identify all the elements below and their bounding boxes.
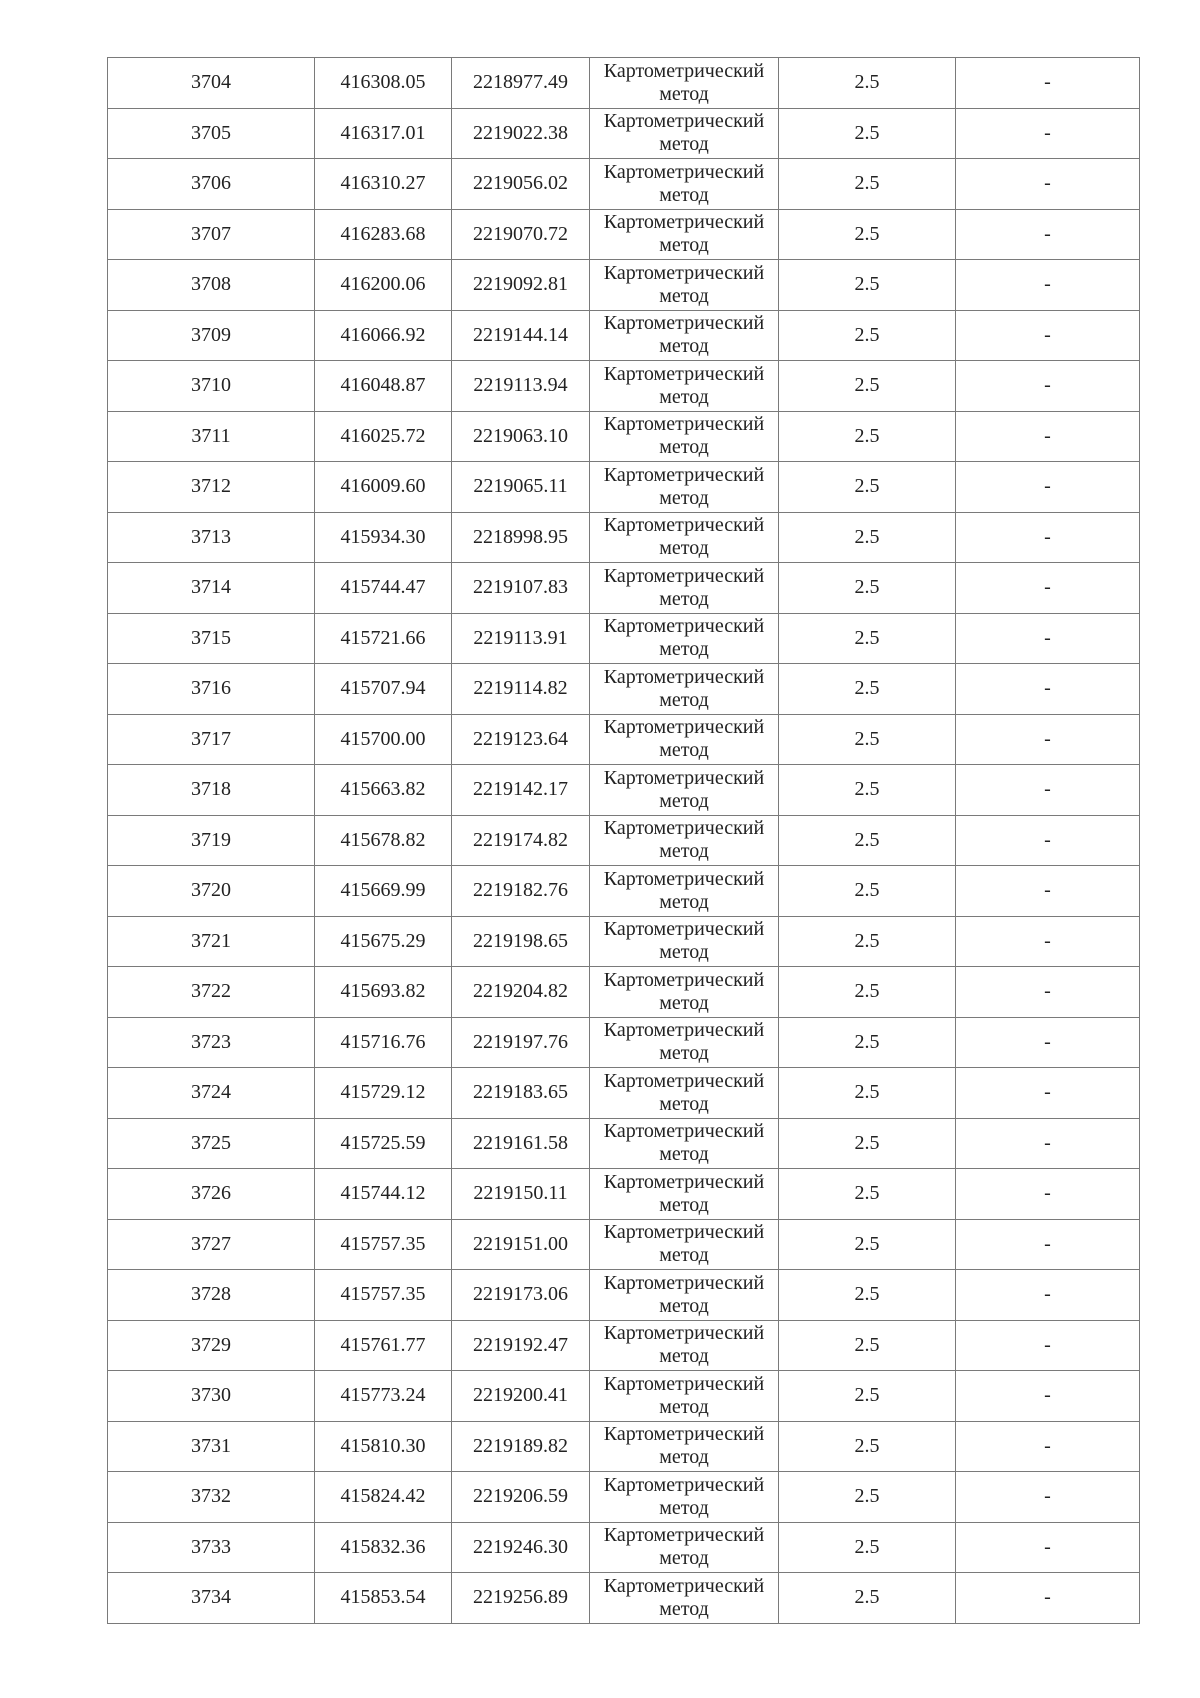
cell-method: [590, 1118, 779, 1169]
cell-accuracy: 2.5: [779, 815, 956, 866]
cell-x-coordinate: 415810.30: [315, 1421, 452, 1472]
cell-point-number: 3732: [108, 1472, 315, 1523]
cell-note: -: [956, 1017, 1140, 1068]
cell-x-coordinate: 415700.00: [315, 714, 452, 765]
table-row: [108, 411, 1140, 462]
cell-y-coordinate: 2219144.14: [452, 310, 590, 361]
method-line-2: метод: [659, 133, 709, 156]
cell-method: [590, 260, 779, 311]
method-line-2: метод: [659, 1193, 709, 1216]
cell-accuracy: 2.5: [779, 108, 956, 159]
cell-method: [590, 361, 779, 412]
cell-point-number: 3715: [108, 613, 315, 664]
cell-method: [590, 563, 779, 614]
cell-x-coordinate: 415693.82: [315, 967, 452, 1018]
cell-method: [590, 1068, 779, 1119]
cell-note: -: [956, 159, 1140, 210]
method-line-1: Картометрический: [603, 1574, 765, 1597]
cell-y-coordinate: 2219246.30: [452, 1522, 590, 1573]
cell-point-number: 3714: [108, 563, 315, 614]
method-line-2: метод: [659, 941, 709, 964]
cell-method: [590, 1270, 779, 1321]
cell-y-coordinate: 2219022.38: [452, 108, 590, 159]
method-line-1: Картометрический: [603, 211, 765, 234]
cell-method: [590, 1421, 779, 1472]
cell-method: [590, 512, 779, 563]
cell-accuracy: 2.5: [779, 310, 956, 361]
method-line-2: метод: [659, 739, 709, 762]
cell-note: -: [956, 108, 1140, 159]
cell-accuracy: 2.5: [779, 1522, 956, 1573]
cell-note: -: [956, 260, 1140, 311]
method-line-2: метод: [659, 436, 709, 459]
cell-note: -: [956, 209, 1140, 260]
cell-accuracy: 2.5: [779, 1371, 956, 1422]
table-row: [108, 512, 1140, 563]
cell-note: -: [956, 765, 1140, 816]
cell-x-coordinate: 416308.05: [315, 58, 452, 109]
method-line-1: Картометрический: [603, 867, 765, 890]
method-line-1: Картометрический: [603, 1372, 765, 1395]
table-row: [108, 1573, 1140, 1624]
method-line-1: Картометрический: [603, 918, 765, 941]
method-line-1: Картометрический: [603, 665, 765, 688]
cell-point-number: 3728: [108, 1270, 315, 1321]
cell-point-number: 3724: [108, 1068, 315, 1119]
cell-note: -: [956, 310, 1140, 361]
cell-x-coordinate: 415725.59: [315, 1118, 452, 1169]
method-line-2: метод: [659, 789, 709, 812]
cell-accuracy: 2.5: [779, 260, 956, 311]
cell-x-coordinate: 415744.12: [315, 1169, 452, 1220]
method-line-2: метод: [659, 1547, 709, 1570]
cell-method: [590, 58, 779, 109]
cell-method: [590, 1169, 779, 1220]
cell-x-coordinate: 416200.06: [315, 260, 452, 311]
cell-note: -: [956, 1068, 1140, 1119]
method-line-2: метод: [659, 1143, 709, 1166]
cell-point-number: 3729: [108, 1320, 315, 1371]
cell-x-coordinate: 416317.01: [315, 108, 452, 159]
table-row: [108, 1270, 1140, 1321]
table-row: [108, 1219, 1140, 1270]
cell-y-coordinate: 2218998.95: [452, 512, 590, 563]
cell-method: [590, 108, 779, 159]
cell-accuracy: 2.5: [779, 664, 956, 715]
method-line-1: Картометрический: [603, 160, 765, 183]
method-line-1: Картометрический: [603, 1322, 765, 1345]
method-line-1: Картометрический: [603, 463, 765, 486]
method-line-1: Картометрический: [603, 1019, 765, 1042]
cell-method: [590, 1371, 779, 1422]
method-line-2: метод: [659, 1496, 709, 1519]
method-line-1: Картометрический: [603, 362, 765, 385]
cell-accuracy: 2.5: [779, 1421, 956, 1472]
method-line-2: метод: [659, 1446, 709, 1469]
method-line-2: метод: [659, 284, 709, 307]
cell-y-coordinate: 2219182.76: [452, 866, 590, 917]
cell-y-coordinate: 2219113.91: [452, 613, 590, 664]
cell-method: [590, 916, 779, 967]
cell-accuracy: 2.5: [779, 411, 956, 462]
cell-point-number: 3709: [108, 310, 315, 361]
cell-note: -: [956, 1371, 1140, 1422]
cell-y-coordinate: 2219123.64: [452, 714, 590, 765]
cell-y-coordinate: 2219197.76: [452, 1017, 590, 1068]
method-line-2: метод: [659, 234, 709, 257]
cell-accuracy: 2.5: [779, 714, 956, 765]
cell-note: -: [956, 1320, 1140, 1371]
cell-note: -: [956, 1472, 1140, 1523]
cell-method: [590, 209, 779, 260]
table-row: [108, 1421, 1140, 1472]
table-row: [108, 765, 1140, 816]
cell-y-coordinate: 2219256.89: [452, 1573, 590, 1624]
cell-y-coordinate: 2219150.11: [452, 1169, 590, 1220]
table-row: [108, 1320, 1140, 1371]
method-line-2: метод: [659, 840, 709, 863]
cell-y-coordinate: 2219192.47: [452, 1320, 590, 1371]
cell-note: -: [956, 916, 1140, 967]
cell-point-number: 3725: [108, 1118, 315, 1169]
table-row: [108, 815, 1140, 866]
cell-method: [590, 1573, 779, 1624]
cell-point-number: 3722: [108, 967, 315, 1018]
cell-point-number: 3720: [108, 866, 315, 917]
cell-note: -: [956, 714, 1140, 765]
cell-method: [590, 310, 779, 361]
cell-y-coordinate: 2219198.65: [452, 916, 590, 967]
table-row: [108, 260, 1140, 311]
cell-y-coordinate: 2219114.82: [452, 664, 590, 715]
method-line-2: метод: [659, 1244, 709, 1267]
table-row: [108, 1371, 1140, 1422]
cell-method: [590, 1017, 779, 1068]
method-line-1: Картометрический: [603, 1221, 765, 1244]
method-line-1: Картометрический: [603, 1120, 765, 1143]
method-line-2: метод: [659, 385, 709, 408]
method-line-2: метод: [659, 991, 709, 1014]
cell-x-coordinate: 415716.76: [315, 1017, 452, 1068]
cell-method: [590, 1522, 779, 1573]
cell-point-number: 3726: [108, 1169, 315, 1220]
cell-y-coordinate: 2219200.41: [452, 1371, 590, 1422]
table-row: [108, 563, 1140, 614]
cell-x-coordinate: 416066.92: [315, 310, 452, 361]
cell-note: -: [956, 1169, 1140, 1220]
cell-accuracy: 2.5: [779, 58, 956, 109]
table-row: [108, 462, 1140, 513]
method-line-2: метод: [659, 1345, 709, 1368]
table-row: [108, 1169, 1140, 1220]
cell-point-number: 3734: [108, 1573, 315, 1624]
cell-note: -: [956, 664, 1140, 715]
cell-point-number: 3717: [108, 714, 315, 765]
cell-note: -: [956, 512, 1140, 563]
method-line-2: метод: [659, 486, 709, 509]
cell-point-number: 3710: [108, 361, 315, 412]
cell-x-coordinate: 416048.87: [315, 361, 452, 412]
cell-note: -: [956, 1270, 1140, 1321]
cell-accuracy: 2.5: [779, 916, 956, 967]
cell-note: -: [956, 462, 1140, 513]
cell-note: -: [956, 815, 1140, 866]
method-line-1: Картометрический: [603, 110, 765, 133]
cell-accuracy: 2.5: [779, 613, 956, 664]
cell-note: -: [956, 58, 1140, 109]
cell-accuracy: 2.5: [779, 1472, 956, 1523]
cell-note: -: [956, 1522, 1140, 1573]
cell-accuracy: 2.5: [779, 1320, 956, 1371]
cell-point-number: 3723: [108, 1017, 315, 1068]
table-row: [108, 916, 1140, 967]
cell-point-number: 3707: [108, 209, 315, 260]
table-row: [108, 1522, 1140, 1573]
cell-note: -: [956, 1421, 1140, 1472]
cell-point-number: 3727: [108, 1219, 315, 1270]
method-line-1: Картометрический: [603, 817, 765, 840]
cell-accuracy: 2.5: [779, 1573, 956, 1624]
cell-x-coordinate: 415744.47: [315, 563, 452, 614]
cell-method: [590, 664, 779, 715]
method-line-2: метод: [659, 688, 709, 711]
method-line-1: Картометрический: [603, 1524, 765, 1547]
cell-x-coordinate: 415757.35: [315, 1219, 452, 1270]
cell-point-number: 3716: [108, 664, 315, 715]
cell-accuracy: 2.5: [779, 866, 956, 917]
method-line-1: Картометрический: [603, 968, 765, 991]
coordinates-table: [107, 57, 1140, 1624]
cell-x-coordinate: 416025.72: [315, 411, 452, 462]
cell-x-coordinate: 415675.29: [315, 916, 452, 967]
method-line-1: Картометрический: [603, 1473, 765, 1496]
cell-y-coordinate: 2219204.82: [452, 967, 590, 1018]
method-line-1: Картометрический: [603, 312, 765, 335]
cell-note: -: [956, 866, 1140, 917]
method-line-1: Картометрический: [603, 1170, 765, 1193]
cell-x-coordinate: 415669.99: [315, 866, 452, 917]
method-line-2: метод: [659, 1092, 709, 1115]
cell-point-number: 3712: [108, 462, 315, 513]
cell-point-number: 3733: [108, 1522, 315, 1573]
cell-y-coordinate: 2219107.83: [452, 563, 590, 614]
cell-note: -: [956, 1118, 1140, 1169]
method-line-2: метод: [659, 537, 709, 560]
method-line-1: Картометрический: [603, 716, 765, 739]
cell-note: -: [956, 613, 1140, 664]
cell-method: [590, 1219, 779, 1270]
cell-note: -: [956, 967, 1140, 1018]
cell-y-coordinate: 2219142.17: [452, 765, 590, 816]
method-line-1: Картометрический: [603, 1271, 765, 1294]
cell-y-coordinate: 2219113.94: [452, 361, 590, 412]
table-row: [108, 1017, 1140, 1068]
cell-point-number: 3721: [108, 916, 315, 967]
cell-y-coordinate: 2219070.72: [452, 209, 590, 260]
cell-accuracy: 2.5: [779, 209, 956, 260]
table-row: [108, 967, 1140, 1018]
cell-accuracy: 2.5: [779, 361, 956, 412]
cell-method: [590, 765, 779, 816]
cell-accuracy: 2.5: [779, 967, 956, 1018]
table-row: [108, 159, 1140, 210]
cell-x-coordinate: 415707.94: [315, 664, 452, 715]
cell-x-coordinate: 416009.60: [315, 462, 452, 513]
method-line-1: Картометрический: [603, 1069, 765, 1092]
table-row: [108, 866, 1140, 917]
cell-x-coordinate: 416310.27: [315, 159, 452, 210]
cell-point-number: 3731: [108, 1421, 315, 1472]
method-line-2: метод: [659, 1395, 709, 1418]
method-line-2: метод: [659, 587, 709, 610]
cell-x-coordinate: 415934.30: [315, 512, 452, 563]
cell-method: [590, 815, 779, 866]
method-line-2: метод: [659, 82, 709, 105]
cell-note: -: [956, 1573, 1140, 1624]
table-row: [108, 664, 1140, 715]
table-row: [108, 310, 1140, 361]
table-row: [108, 1118, 1140, 1169]
cell-point-number: 3704: [108, 58, 315, 109]
coordinates-table-body: [108, 58, 1140, 1624]
method-line-1: Картометрический: [603, 261, 765, 284]
cell-y-coordinate: 2219056.02: [452, 159, 590, 210]
method-line-2: метод: [659, 1042, 709, 1065]
method-line-1: Картометрический: [603, 514, 765, 537]
cell-accuracy: 2.5: [779, 1017, 956, 1068]
cell-x-coordinate: 415773.24: [315, 1371, 452, 1422]
cell-method: [590, 1472, 779, 1523]
cell-accuracy: 2.5: [779, 1219, 956, 1270]
cell-method: [590, 159, 779, 210]
cell-y-coordinate: 2219206.59: [452, 1472, 590, 1523]
cell-accuracy: 2.5: [779, 1169, 956, 1220]
cell-y-coordinate: 2219092.81: [452, 260, 590, 311]
method-line-2: метод: [659, 890, 709, 913]
cell-point-number: 3718: [108, 765, 315, 816]
cell-accuracy: 2.5: [779, 1068, 956, 1119]
method-line-2: метод: [659, 183, 709, 206]
cell-y-coordinate: 2219063.10: [452, 411, 590, 462]
cell-note: -: [956, 563, 1140, 614]
table-row: [108, 361, 1140, 412]
cell-accuracy: 2.5: [779, 512, 956, 563]
cell-point-number: 3705: [108, 108, 315, 159]
cell-y-coordinate: 2218977.49: [452, 58, 590, 109]
method-line-1: Картометрический: [603, 766, 765, 789]
table-row: [108, 714, 1140, 765]
cell-x-coordinate: 415853.54: [315, 1573, 452, 1624]
table-row: [108, 613, 1140, 664]
method-line-2: метод: [659, 1597, 709, 1620]
cell-method: [590, 462, 779, 513]
cell-point-number: 3711: [108, 411, 315, 462]
cell-x-coordinate: 416283.68: [315, 209, 452, 260]
cell-x-coordinate: 415721.66: [315, 613, 452, 664]
cell-point-number: 3706: [108, 159, 315, 210]
cell-y-coordinate: 2219151.00: [452, 1219, 590, 1270]
method-line-2: метод: [659, 1294, 709, 1317]
cell-accuracy: 2.5: [779, 563, 956, 614]
cell-accuracy: 2.5: [779, 462, 956, 513]
cell-y-coordinate: 2219161.58: [452, 1118, 590, 1169]
method-line-1: Картометрический: [603, 564, 765, 587]
cell-accuracy: 2.5: [779, 1118, 956, 1169]
cell-y-coordinate: 2219183.65: [452, 1068, 590, 1119]
cell-method: [590, 866, 779, 917]
cell-x-coordinate: 415824.42: [315, 1472, 452, 1523]
cell-x-coordinate: 415761.77: [315, 1320, 452, 1371]
table-row: [108, 209, 1140, 260]
cell-method: [590, 967, 779, 1018]
cell-x-coordinate: 415832.36: [315, 1522, 452, 1573]
method-line-1: Картометрический: [603, 59, 765, 82]
cell-accuracy: 2.5: [779, 1270, 956, 1321]
method-line-1: Картометрический: [603, 615, 765, 638]
cell-note: -: [956, 361, 1140, 412]
table-row: [108, 58, 1140, 109]
cell-y-coordinate: 2219173.06: [452, 1270, 590, 1321]
cell-method: [590, 613, 779, 664]
method-line-2: метод: [659, 335, 709, 358]
cell-point-number: 3713: [108, 512, 315, 563]
cell-x-coordinate: 415729.12: [315, 1068, 452, 1119]
cell-x-coordinate: 415757.35: [315, 1270, 452, 1321]
cell-point-number: 3708: [108, 260, 315, 311]
cell-y-coordinate: 2219174.82: [452, 815, 590, 866]
cell-method: [590, 411, 779, 462]
cell-method: [590, 1320, 779, 1371]
cell-note: -: [956, 1219, 1140, 1270]
method-line-1: Картометрический: [603, 413, 765, 436]
cell-accuracy: 2.5: [779, 159, 956, 210]
method-line-2: метод: [659, 638, 709, 661]
cell-point-number: 3719: [108, 815, 315, 866]
table-row: [108, 1068, 1140, 1119]
method-line-1: Картометрический: [603, 1423, 765, 1446]
cell-y-coordinate: 2219065.11: [452, 462, 590, 513]
table-row: [108, 108, 1140, 159]
cell-method: [590, 714, 779, 765]
table-row: [108, 1472, 1140, 1523]
cell-x-coordinate: 415663.82: [315, 765, 452, 816]
cell-note: -: [956, 411, 1140, 462]
cell-y-coordinate: 2219189.82: [452, 1421, 590, 1472]
cell-accuracy: 2.5: [779, 765, 956, 816]
cell-x-coordinate: 415678.82: [315, 815, 452, 866]
cell-point-number: 3730: [108, 1371, 315, 1422]
